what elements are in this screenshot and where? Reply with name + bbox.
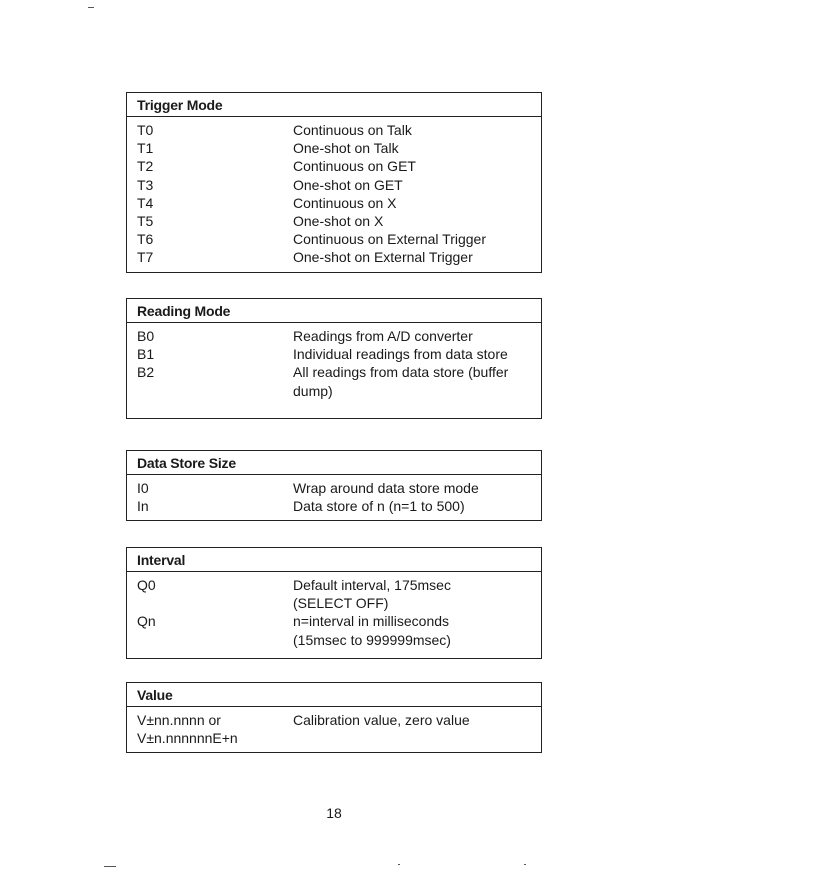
command-code: Qn (137, 613, 156, 630)
command-description: Continuous on External Trigger (293, 231, 486, 248)
table-row (127, 612, 541, 648)
table-body (127, 323, 541, 402)
command-description: Individual readings from data store (293, 346, 508, 363)
command-description: Readings from A/D converter (293, 328, 473, 344)
command-description: Continuous on GET (293, 158, 416, 175)
table-row (127, 230, 541, 248)
table-row (127, 576, 541, 612)
command-description: n=interval in milliseconds (15msec to 999999msec) (293, 613, 451, 648)
table-header: Data Store Size (127, 451, 541, 475)
command-description: One-shot on X (293, 213, 384, 230)
command-code: Q0 (137, 577, 156, 593)
command-description: Continuous on Talk (293, 122, 412, 138)
command-code: V±nn.nnnn or V±n.nnnnnnE+n (137, 712, 238, 747)
command-description: Calibration value, zero value (293, 712, 470, 728)
page-number: 18 (326, 805, 342, 821)
table-row (127, 711, 541, 747)
command-code: T4 (137, 194, 154, 211)
command-code: I0 (137, 480, 149, 496)
command-code: T2 (137, 158, 154, 175)
table-row (127, 176, 541, 194)
command-code: T0 (137, 122, 154, 138)
table-row (127, 121, 541, 139)
scan-mark (88, 7, 94, 8)
scan-mark (104, 866, 116, 867)
command-code: T3 (137, 176, 154, 193)
command-code: B0 (137, 328, 155, 344)
table-header: Interval (127, 548, 541, 572)
command-description: One-shot on Talk (293, 140, 399, 157)
table-header: Reading Mode (127, 299, 541, 323)
table-row (127, 479, 541, 497)
command-description: Data store of n (n=1 to 500) (293, 498, 465, 515)
command-code: T6 (137, 231, 154, 248)
command-code: T7 (137, 249, 154, 266)
table-body (127, 117, 541, 269)
value-table (126, 682, 542, 753)
table-row (127, 345, 541, 363)
command-description: All readings from data store (buffer dump) (293, 364, 509, 399)
table-row (127, 212, 541, 230)
table-row (127, 497, 541, 515)
command-description: One-shot on External Trigger (293, 249, 473, 266)
trigger-mode-table (126, 92, 542, 273)
table-body (127, 572, 541, 651)
command-description: Wrap around data store mode (293, 480, 479, 496)
table-header: Value (127, 683, 541, 707)
command-code: B2 (137, 364, 155, 381)
command-code: In (137, 498, 149, 515)
table-row (127, 194, 541, 212)
command-description: Continuous on X (293, 194, 397, 211)
table-row (127, 248, 541, 266)
table-body (127, 707, 541, 749)
reading-mode-table (126, 298, 542, 419)
command-description: Default interval, 175msec (SELECT OFF) (293, 577, 451, 612)
table-row (127, 327, 541, 345)
table-row (127, 363, 541, 399)
table-row (127, 139, 541, 157)
command-code: T1 (137, 140, 154, 157)
command-description: One-shot on GET (293, 176, 403, 193)
table-row (127, 157, 541, 175)
scan-mark (524, 864, 526, 865)
command-code: T5 (137, 213, 154, 230)
command-code: B1 (137, 346, 155, 363)
table-header: Trigger Mode (127, 93, 541, 117)
data-store-size-table (126, 450, 542, 521)
interval-table (126, 547, 542, 659)
scan-mark (398, 864, 400, 865)
table-body (127, 475, 541, 517)
